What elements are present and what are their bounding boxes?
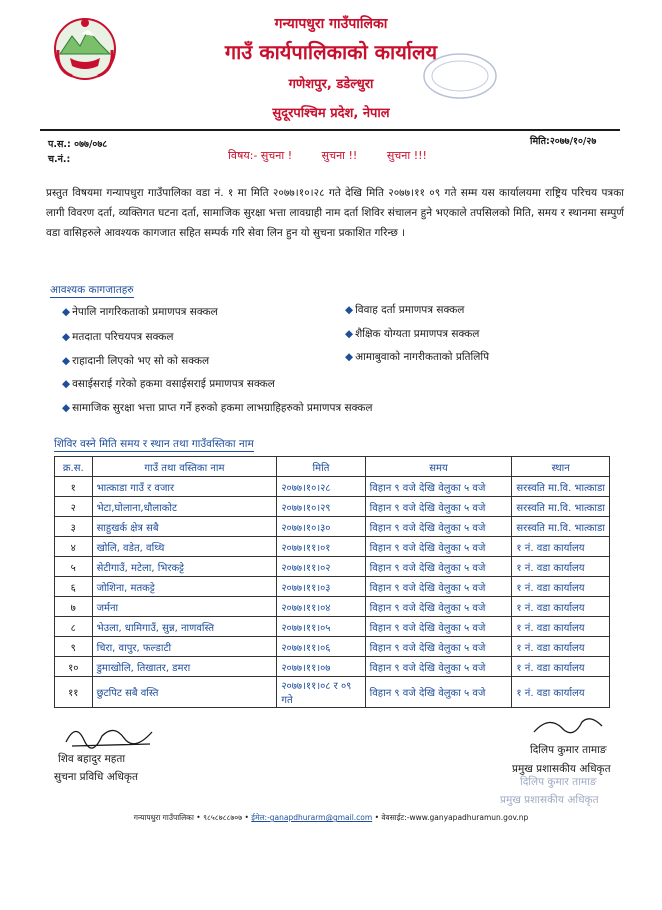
table-cell: २०७७।१०।२८ [277, 477, 365, 497]
table-cell: विहान ९ वजे देखि वेलुका ५ वजे [365, 677, 512, 708]
table-cell: ७ [55, 597, 93, 617]
right-signature-icon [530, 712, 610, 744]
notice-date: मिति:२०७७/१०/२७ [530, 136, 597, 147]
dispatch-number: च.नं.: [48, 154, 71, 165]
diamond-bullet-icon: ◆ [345, 351, 354, 363]
column-header: गाउँ तथा वस्तिका नाम [92, 457, 277, 477]
table-row [55, 617, 610, 637]
requirements-title: आवश्यक कागजातहरु [50, 284, 134, 296]
table-cell: ९ [55, 637, 93, 657]
header-divider [40, 129, 620, 131]
table-cell: ५ [55, 557, 93, 577]
table-cell: डुमाखोलि, तिखातर, डमरा [92, 657, 277, 677]
table-cell: विहान ९ वजे देखि वेलुका ५ वजे [365, 657, 512, 677]
table-cell: १ नं. वडा कार्यालय [512, 537, 610, 557]
requirement-item: ◆ आमाबुवाको नागरीकताको प्रतिलिपि [345, 351, 490, 363]
table-cell: १ नं. वडा कार्यालय [512, 597, 610, 617]
table-cell: ३ [55, 517, 93, 537]
table-cell: १ नं. वडा कार्यालय [512, 637, 610, 657]
fiscal-year: प.स.: ०७७/०७८ [48, 139, 108, 150]
table-cell: चिरा, वापुर, फल्डाटी [92, 637, 277, 657]
diamond-bullet-icon: ◆ [62, 378, 71, 390]
table-cell: ८ [55, 617, 93, 637]
table-cell: ११ [55, 677, 93, 708]
table-row [55, 597, 610, 617]
table-cell: १ नं. वडा कार्यालय [512, 557, 610, 577]
diamond-bullet-icon: ◆ [62, 331, 71, 343]
diamond-bullet-icon: ◆ [345, 304, 354, 316]
requirement-item: ◆ मतदाता परिचयपत्र सक्कल [62, 331, 174, 343]
right-signatory-name: दिलिप कुमार तामाङ [530, 744, 607, 756]
table-cell: सेटीगाउँ, मटेला, भिरकट्टे [92, 557, 277, 577]
footer-website[interactable]: वेवसाईट:-www.ganyapadhuramun.gov.np [381, 813, 529, 822]
requirement-item: ◆ नेपालि नागरिकताको प्रमाणपत्र सक्कल [62, 306, 218, 318]
table-header-row [55, 457, 610, 477]
footer-email[interactable]: ईमेल:-ganapdhurarm@gmail.com [251, 813, 373, 822]
table-cell: भात्काडा गाउँ र वजार [92, 477, 277, 497]
table-cell: १ नं. वडा कार्यालय [512, 657, 610, 677]
column-header: क्र.स. [55, 457, 93, 477]
table-cell: ४ [55, 537, 93, 557]
diamond-bullet-icon: ◆ [62, 402, 71, 414]
table-cell: २०७७।१०।२९ [277, 497, 365, 517]
table-row [55, 477, 610, 497]
left-signatory-title: सुचना प्रविधि अधिकृत [54, 771, 138, 783]
column-header: मिति [277, 457, 365, 477]
table-cell: १ नं. वडा कार्यालय [512, 617, 610, 637]
table-cell: १ नं. वडा कार्यालय [512, 577, 610, 597]
table-cell: २०७७।११।०८ र ०९ गते [277, 677, 365, 708]
table-cell: जोशिना, मतकट्टे [92, 577, 277, 597]
table-cell: २०७७।११।०१ [277, 537, 365, 557]
table-row [55, 677, 610, 708]
table-cell: विहान ९ वजे देखि वेलुका ५ वजे [365, 597, 512, 617]
table-cell: जर्मना [92, 597, 277, 617]
table-row [55, 497, 610, 517]
schedule-table [54, 456, 610, 708]
table-cell: विहान ९ वजे देखि वेलुका ५ वजे [365, 477, 512, 497]
requirement-item: ◆ राहादानी लिएको भए सो को सक्कल [62, 355, 210, 367]
table-cell: खोलि, वडेत, वथ्थि [92, 537, 277, 557]
table-cell: १ [55, 477, 93, 497]
subject-label: विषय:- सुचना ! [228, 149, 293, 162]
table-cell: सरस्वति मा.वि. भात्काडा [512, 517, 610, 537]
table-cell: सरस्वति मा.वि. भात्काडा [512, 497, 610, 517]
table-row [55, 637, 610, 657]
table-cell: सरस्वति मा.वि. भात्काडा [512, 477, 610, 497]
office-stamp-icon [420, 50, 500, 102]
stamp-title: प्रमुख प्रशासकीय अधिकृत [500, 794, 599, 806]
diamond-bullet-icon: ◆ [62, 355, 71, 367]
footer-org: गन्यापधुरा गाउँपालिका [133, 813, 194, 822]
diamond-bullet-icon: ◆ [345, 328, 354, 340]
table-cell: २०७७।११।०४ [277, 597, 365, 617]
subject-notice-2: सुचना !! [321, 149, 358, 162]
office-address: गणेशपुर, डडेल्धुरा [288, 77, 374, 92]
table-cell: साहुखर्क क्षेत्र सबै [92, 517, 277, 537]
table-cell: भेउला, धामिगाउँ, सुन्न, नाणवस्ति [92, 617, 277, 637]
footer-phone: ९८५८७८८७०७ [203, 813, 243, 822]
left-signatory-name: शिव बहादुर महता [58, 753, 126, 765]
table-cell: भेटा,घोलाना,धौलाकोट [92, 497, 277, 517]
subject-line [228, 148, 453, 163]
table-cell: २०७७।११।०६ [277, 637, 365, 657]
table-row [55, 657, 610, 677]
notice-body: प्रस्तुत विषयमा गन्यापधुरा गाउँपालिका वडा नं. १ मा मिति २०७७।१०।२८ गते देखि मिति २०७७।११ ०९ गते सम्म यस कार्यालयमा राष्ट्रिय परिचय पत्रका लागी विवरण दर्ता, व्यक्तिगत घटना दर्ता, सामाजिक सुरक्षा भत्ता लावग्राही नाम दर्ता शिविर संचालन हुने भएकाले तपसिलको मिति, समय र स्थानमा सम्पुर्ण वडा वासिहरुले आवश्यक कागजात सहित सम्पर्क गरि सेवा लिन हुन यो सुचना प्रकाशित गरिन्छ । [46, 187, 624, 239]
table-cell: विहान ९ वजे देखि वेलुका ५ वजे [365, 557, 512, 577]
table-cell: १० [55, 657, 93, 677]
diamond-bullet-icon: ◆ [62, 306, 71, 318]
table-cell: २०७७।१०।३० [277, 517, 365, 537]
table-cell: २०७७।११।०५ [277, 617, 365, 637]
table-cell: ६ [55, 577, 93, 597]
table-cell: विहान ९ वजे देखि वेलुका ५ वजे [365, 517, 512, 537]
subject-notice-3: सुचना !!! [386, 149, 427, 162]
requirement-item: ◆ विवाह दर्ता प्रमाणपत्र सक्कल [345, 304, 465, 316]
table-cell: छुटपिट सबै वस्ति [92, 677, 277, 708]
requirement-item: ◆ शैक्षिक योग्यता प्रमाणपत्र सक्कल [345, 328, 480, 340]
table-cell: १ नं. वडा कार्यालय [512, 677, 610, 708]
schedule-title: शिविर वस्ने मिति समय र स्थान तथा गाउँवस्तिका नाम [54, 438, 254, 450]
table-cell: विहान ९ वजे देखि वेलुका ५ वजे [365, 497, 512, 517]
right-signatory-title: प्रमुख प्रशासकीय अधिकृत [512, 763, 611, 775]
office-name: गाउँ कार्यपालिकाको कार्यालय [224, 40, 438, 64]
table-cell: विहान ९ वजे देखि वेलुका ५ वजे [365, 617, 512, 637]
table-cell: २०७७।११।०२ [277, 557, 365, 577]
municipality-name: गन्यापधुरा गाउँपालिका [274, 16, 388, 32]
requirement-item: ◆ सामाजिक सुरक्षा भत्ता प्राप्त गर्ने हरुको हकमा लाभग्राहिहरुको प्रमाणपत्र सक्कल [62, 402, 373, 414]
table-cell: २०७७।११।०३ [277, 577, 365, 597]
footer: गन्यापधुरा गाउँपालिका • ९८५८७८८७०७ • ईमेल:-ganapdhurarm@gmail.com • वेवसाईट:-www.ganyapadhuramun.gov.np [133, 813, 529, 822]
left-signature-icon [62, 718, 162, 756]
table-row [55, 557, 610, 577]
table-row [55, 537, 610, 557]
stamp-name: दिलिप कुमार तामाङ [520, 776, 597, 788]
table-cell: विहान ९ वजे देखि वेलुका ५ वजे [365, 577, 512, 597]
province-name: सुदूरपश्चिम प्रदेश, नेपाल [272, 106, 390, 121]
table-row [55, 577, 610, 597]
table-cell: २ [55, 497, 93, 517]
table-cell: विहान ९ वजे देखि वेलुका ५ वजे [365, 537, 512, 557]
table-row [55, 517, 610, 537]
requirement-item: ◆ वसाईसराई गरेको हकमा वसाईसराई प्रमाणपत्र सक्कल [62, 378, 275, 390]
table-cell: विहान ९ वजे देखि वेलुका ५ वजे [365, 637, 512, 657]
column-header: स्थान [512, 457, 610, 477]
table-cell: २०७७।११।०७ [277, 657, 365, 677]
column-header: समय [365, 457, 512, 477]
